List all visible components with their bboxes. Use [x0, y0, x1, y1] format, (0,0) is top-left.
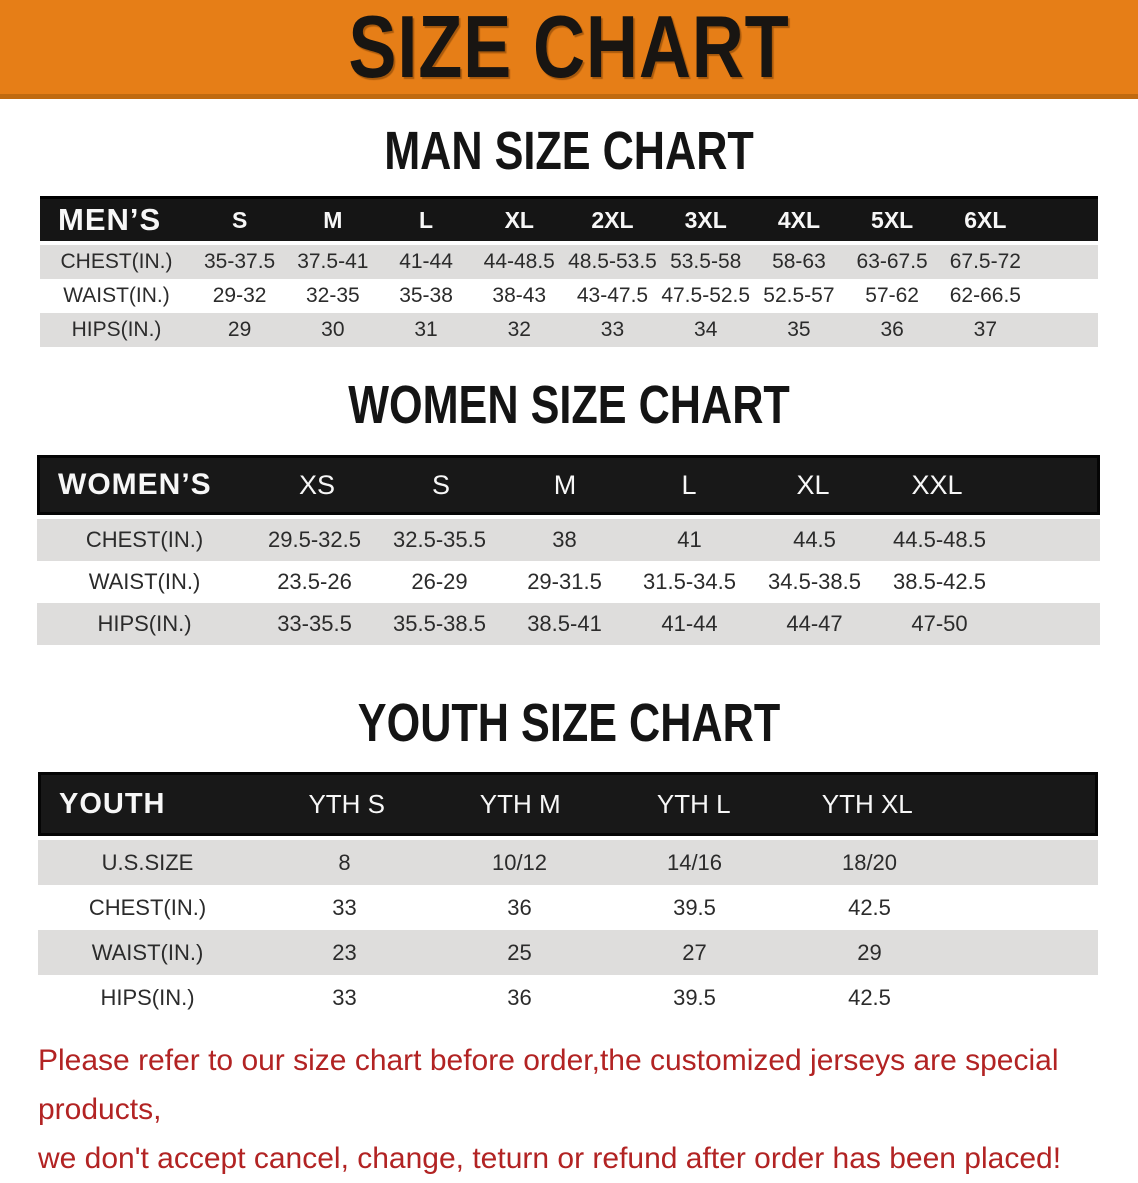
men-section-heading: MAN SIZE CHART	[384, 121, 754, 181]
column-header: S	[231, 206, 248, 233]
column-header: 6XL	[964, 206, 1007, 233]
table-body	[37, 519, 1100, 645]
cell: 14/16	[666, 849, 723, 875]
table-row	[37, 519, 1100, 561]
column-header: YTH S	[308, 788, 386, 819]
column-header: L	[681, 469, 697, 500]
cell: 8	[338, 849, 351, 875]
cell: 30	[321, 318, 345, 341]
cell: 31	[414, 318, 438, 341]
column-header: 2XL	[591, 206, 634, 233]
row-label: CHEST(IN.)	[88, 894, 207, 920]
cell: 36	[880, 318, 904, 341]
cell: 33	[332, 984, 357, 1010]
column-header: S	[431, 469, 450, 500]
row-label: U.S.SIZE	[101, 849, 194, 875]
cell: 36	[507, 984, 532, 1010]
row-label: HIPS(IN.)	[100, 984, 195, 1010]
cell: 33-35.5	[277, 611, 352, 636]
row-label: CHEST(IN.)	[85, 527, 204, 552]
cell: 38	[552, 527, 577, 552]
table-header-row	[40, 196, 1098, 241]
cell: 37.5-41	[297, 250, 369, 273]
table-row	[40, 313, 1098, 347]
cell: 18/20	[841, 849, 898, 875]
cell: 39.5	[673, 894, 716, 920]
cell: 29-32	[212, 284, 267, 307]
cell: 57-62	[865, 284, 919, 307]
table-header-row	[38, 772, 1098, 836]
table-row	[40, 245, 1098, 279]
row-label: WAIST(IN.)	[88, 569, 201, 594]
row-label: CHEST(IN.)	[60, 250, 173, 273]
men-size-table	[40, 196, 1098, 347]
cell: 33	[600, 318, 625, 341]
cell: 58-63	[772, 250, 826, 273]
cell: 31.5-34.5	[643, 569, 736, 594]
women-size-table	[37, 455, 1100, 645]
cell: 39.5	[673, 984, 716, 1010]
disclaimer-line-1: Please refer to our size chart before order,the customized jerseys are special products,	[38, 1044, 1059, 1126]
cell: 29	[227, 318, 252, 341]
banner	[0, 0, 1138, 99]
table-body	[38, 840, 1098, 1020]
table-row	[38, 930, 1098, 975]
column-header: YTH XL	[821, 788, 913, 819]
disclaimer-line-2: we don't accept cancel, change, teturn or refund after order has been placed!	[38, 1142, 1062, 1175]
cell: 32-35	[305, 284, 360, 307]
table-row	[37, 561, 1100, 603]
cell: 38-43	[492, 284, 547, 307]
cell: 35-37.5	[203, 250, 276, 273]
cell: 10/12	[491, 849, 548, 875]
cell: 44-47	[786, 611, 843, 636]
cell: 35.5-38.5	[393, 611, 486, 636]
column-header: XXL	[911, 469, 963, 500]
cell: 32	[507, 318, 531, 341]
cell: 35	[787, 318, 811, 341]
cell: 37	[973, 318, 998, 341]
column-header: M	[553, 469, 577, 500]
cell: 48.5-53.5	[568, 250, 657, 273]
column-header: 3XL	[684, 206, 727, 233]
cell: 41-44	[661, 611, 718, 636]
youth-size-table	[38, 772, 1098, 1020]
cell: 42.5	[848, 984, 891, 1010]
table-title-cell: YOUTH	[59, 787, 166, 820]
disclaimer-note	[38, 1036, 1124, 1183]
cell: 47-50	[911, 611, 968, 636]
cell: 23	[332, 939, 357, 965]
cell: 41	[677, 527, 702, 552]
column-header: XL	[796, 469, 830, 500]
column-header: XS	[298, 469, 336, 500]
table-title-cell: WOMEN’S	[58, 468, 212, 501]
cell: 34	[694, 318, 718, 341]
column-header: YTH M	[479, 788, 561, 819]
column-header: M	[323, 206, 343, 233]
table-body	[40, 245, 1098, 347]
cell: 43-47.5	[576, 284, 649, 307]
cell: 38.5-42.5	[893, 569, 986, 594]
row-label: WAIST(IN.)	[63, 284, 170, 307]
cell: 41-44	[399, 250, 453, 273]
table-row	[38, 975, 1098, 1020]
cell: 63-67.5	[856, 250, 928, 273]
youth-section-heading: YOUTH SIZE CHART	[357, 693, 781, 753]
cell: 52.5-57	[763, 284, 835, 307]
column-header: 4XL	[777, 206, 821, 233]
cell: 23.5-26	[277, 569, 352, 594]
cell: 27	[682, 939, 707, 965]
column-header: 5XL	[871, 206, 914, 233]
cell: 26-29	[411, 569, 468, 594]
cell: 29-31.5	[527, 569, 602, 594]
cell: 42.5	[848, 894, 891, 920]
cell: 36	[507, 894, 532, 920]
women-section-heading: WOMEN SIZE CHART	[348, 375, 790, 435]
table-title-cell: MEN’S	[58, 202, 162, 237]
column-header: L	[419, 206, 434, 233]
table-header-row	[37, 455, 1100, 515]
column-header: YTH L	[656, 788, 731, 819]
cell: 25	[507, 939, 532, 965]
row-label: WAIST(IN.)	[91, 939, 204, 965]
cell: 32.5-35.5	[393, 527, 486, 552]
table-row	[37, 603, 1100, 645]
cell: 47.5-52.5	[661, 284, 751, 307]
row-label: HIPS(IN.)	[97, 611, 192, 636]
table-row	[38, 840, 1098, 885]
banner-title: SIZE CHART	[348, 0, 790, 96]
cell: 34.5-38.5	[768, 569, 861, 594]
cell: 44.5	[793, 527, 836, 552]
table-row	[38, 885, 1098, 930]
cell: 44-48.5	[483, 250, 555, 273]
cell: 62-66.5	[949, 284, 1021, 307]
cell: 35-38	[399, 284, 453, 307]
cell: 44.5-48.5	[893, 527, 986, 552]
cell: 29.5-32.5	[268, 527, 361, 552]
cell: 33	[332, 894, 357, 920]
row-label: HIPS(IN.)	[71, 318, 162, 341]
cell: 29	[857, 939, 882, 965]
cell: 53.5-58	[670, 250, 742, 273]
column-header: XL	[504, 206, 534, 233]
table-row	[40, 279, 1098, 313]
cell: 38.5-41	[527, 611, 602, 636]
cell: 67.5-72	[949, 250, 1021, 273]
